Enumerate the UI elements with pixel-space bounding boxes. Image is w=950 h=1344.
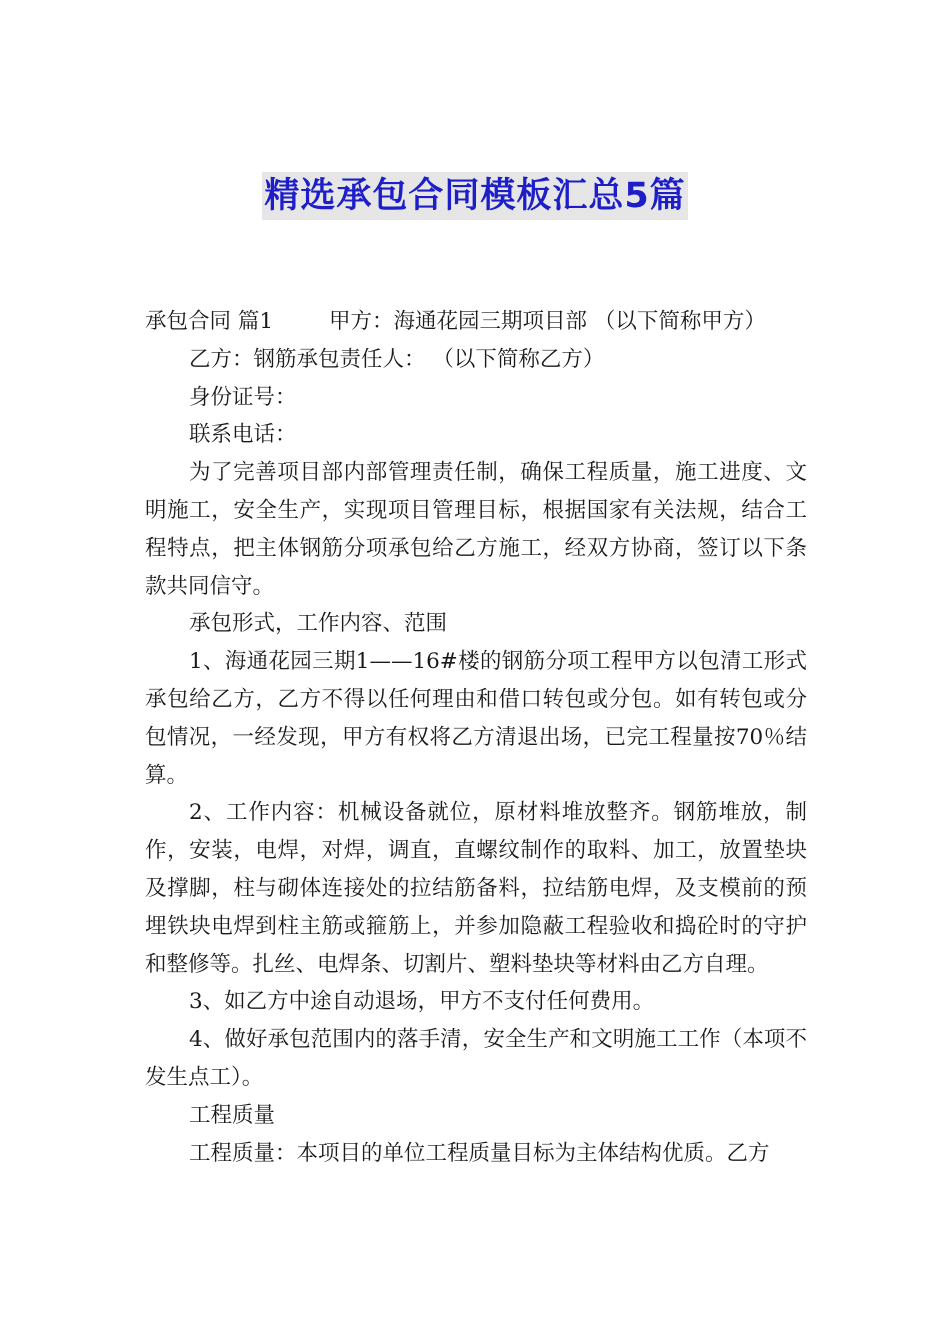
preamble-paragraph: 为了完善项目部内部管理责任制，确保工程质量，施工进度、文明施工，安全生产，实现项目管理目标，根据国家有关法规，结合工程特点，把主体钢筋分项承包给乙方施工，经双方协商，签订以下条款共同信守。 <box>145 460 807 599</box>
first-line <box>145 303 807 341</box>
party-a-line: 甲方：海通花园三期项目部 （以下简称甲方） <box>329 309 766 334</box>
clause-2: 2、工作内容：机械设备就位，原材料堆放整齐。钢筋堆放，制作，安装，电焊，对焊，调直，直螺纹制作的取料、加工，放置垫块及撑脚，柱与砌体连接处的拉结筋备料，拉结筋电焊，及支模前的预埋铁块电焊到柱主筋或箍筋上，并参加隐蔽工程验收和捣砼时的守护和整修等。扎丝、电焊条、切割片、塑料垫块等材料由乙方自理。 <box>145 800 807 977</box>
id-number-line: 身份证号： <box>189 384 297 410</box>
document-title: 精选承包合同模板汇总5篇 <box>262 172 687 220</box>
clause-3: 3、如乙方中途自动退场，甲方不支付任何费用。 <box>189 989 655 1015</box>
section-heading: 承包形式，工作内容、范围 <box>189 611 448 637</box>
document-body <box>145 303 807 1172</box>
phone-line: 联系电话： <box>189 422 297 448</box>
title-container <box>0 172 950 220</box>
clause-4: 4、做好承包范围内的落手清，安全生产和文明施工工作（本项不发生点工）。 <box>145 1027 807 1090</box>
party-b-line: 乙方：钢筋承包责任人： （以下简称乙方） <box>189 346 605 372</box>
contract-label: 承包合同 篇1 <box>145 309 274 334</box>
section-heading-quality: 工程质量 <box>189 1102 276 1128</box>
clause-1: 1、海通花园三期1——16#楼的钢筋分项工程甲方以包清工形式承包给乙方，乙方不得以任何理由和借口转包或分包。如有转包或分包情况，一经发现，甲方有权将乙方清退出场，已完工程量按70％结算。 <box>145 649 807 788</box>
quality-paragraph: 工程质量：本项目的单位工程质量目标为主体结构优质。乙方 <box>189 1140 770 1166</box>
